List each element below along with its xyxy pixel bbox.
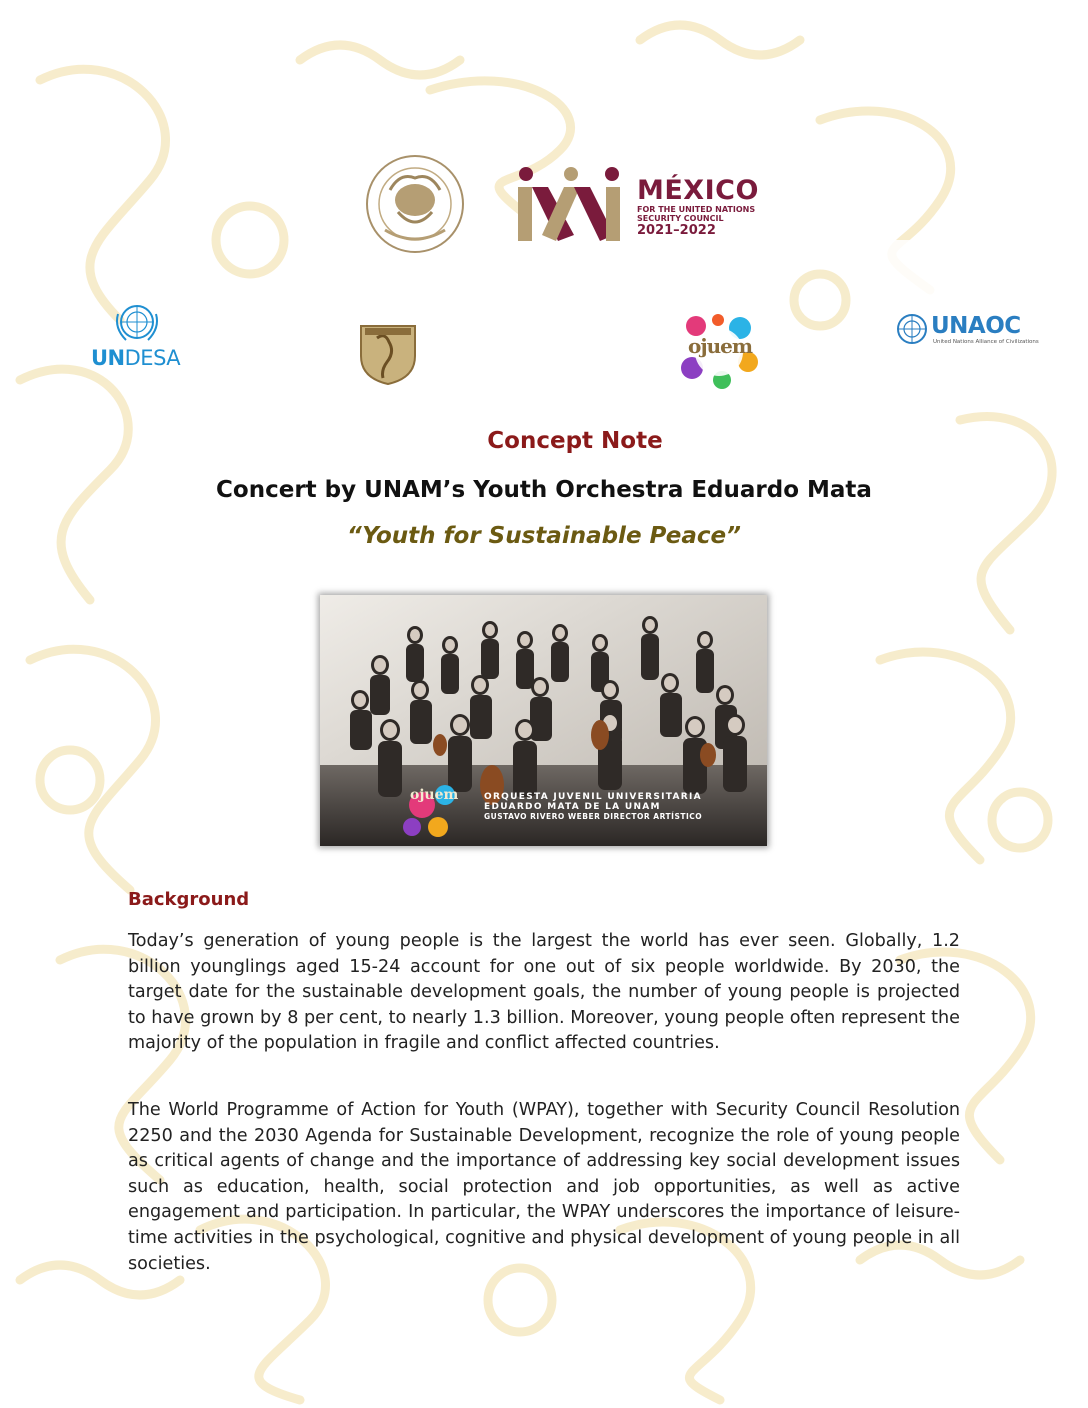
mexico-unsc-subtitle-2: SECURITY COUNCIL — [637, 214, 724, 223]
mexico-unsc-years: 2021–2022 — [637, 223, 716, 238]
tagline: “Youth for Sustainable Peace” — [347, 523, 741, 549]
undesa-text-desa: DESA — [124, 346, 181, 370]
mexico-unsc-title: MÉXICO — [637, 175, 759, 206]
un-emblem-icon — [112, 302, 162, 344]
unam-crest-icon — [355, 320, 421, 386]
mexico-unsc-subtitle-1: FOR THE UNITED NATIONS — [637, 205, 756, 214]
mexico-unsc-mark-icon — [514, 165, 624, 243]
page-title: Concert by UNAM’s Youth Orchestra Eduardo Mata — [216, 477, 872, 503]
mexico-unsc-logo — [514, 165, 759, 245]
undesa-logo — [88, 302, 188, 377]
concept-note-label: Concept Note — [487, 428, 663, 454]
mexico-national-seal-icon — [360, 150, 470, 258]
background-paragraph-2: The World Programme of Action for Youth (WPAY), together with Security Council Resolution 2250 and the 2030 Agenda for Sustainable Development, recognize the role of young people as critical agents of change and the importance of addressing key social development issues such as education, health, social protection and job opportunities, as well as active engagement and participation. In particular, the WPAY underscores the importance of leisure-time activities in the psychological, cognitive and physical development of young people in all societies. — [128, 1100, 960, 1274]
photo-caption-line-2: EDUARDO MATA DE LA UNAM — [484, 802, 661, 812]
photo-caption-line-1: ORQUESTA JUVENIL UNIVERSITARIA — [484, 792, 702, 802]
background-paragraph-1: Today’s generation of young people is the largest the world has ever seen. Globally, 1.2 billion younglings aged 15-24 account for one out of six people worldwide. By 2030, the target date for the sustainable development goals, the number of young people is projected to have grown by 8 per cent, to nearly 1.3 billion. Moreover, young people often represent the majority of the population in fragile and conflict affected countries. — [128, 931, 960, 1054]
unaoc-wordmark: UNAOC — [931, 313, 1021, 339]
ojuem-text: ojuem — [688, 334, 753, 358]
un-emblem-icon — [895, 312, 929, 346]
undesa-text-un: UN — [91, 346, 125, 370]
unaoc-logo — [895, 312, 1045, 352]
ojuem-logo — [678, 312, 760, 390]
photo-caption — [484, 792, 702, 822]
section-heading-background: Background — [128, 889, 250, 910]
undesa-wordmark — [91, 346, 180, 370]
mexico-unsc-text — [637, 177, 767, 238]
photo-caption-line-3: GUSTAVO RIVERO WEBER DIRECTOR ARTÍSTICO — [484, 812, 703, 821]
unaoc-subtitle: United Nations Alliance of Civilizations — [933, 339, 1039, 345]
photo-ojuem-logo-text: ojuem — [410, 787, 459, 803]
